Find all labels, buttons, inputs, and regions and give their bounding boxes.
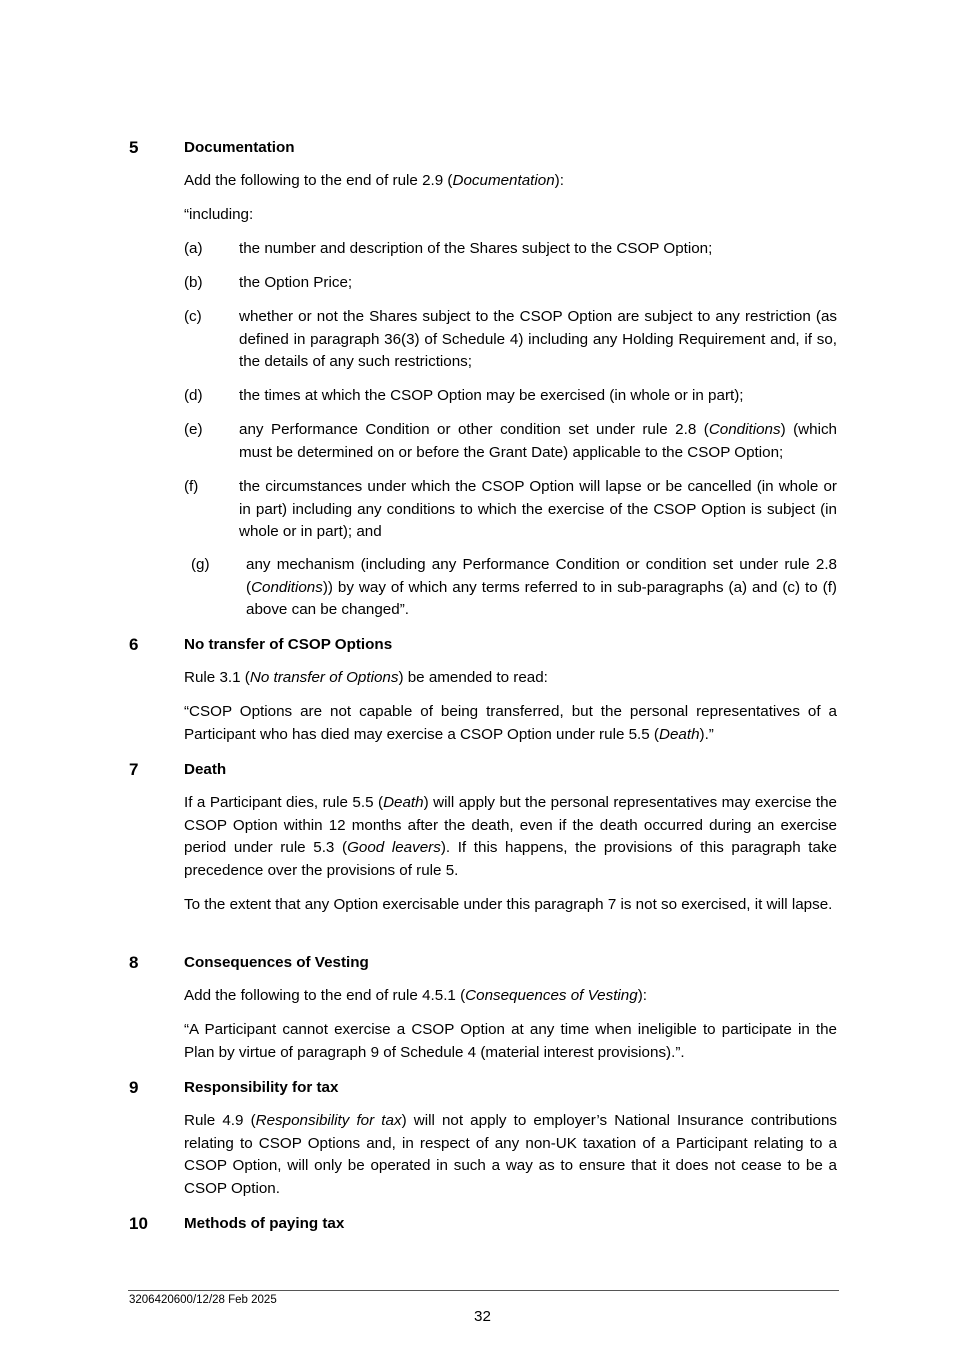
- section-number: 8: [129, 953, 139, 972]
- footer-divider: [128, 1290, 839, 1291]
- list-label: (e): [184, 421, 203, 438]
- paragraph: “A Participant cannot exercise a CSOP Option at any time when ineligible to participate in the Plan by virtue of paragraph 9 of Schedule 4 (material interest provisions).”.: [184, 1021, 837, 1061]
- text: “CSOP Options are not capable of being transferred, but the personal representatives of a Participant who has died may exercise a CSOP Option under rule 5.5 (: [184, 703, 837, 743]
- text: )) by way of which any terms referred to in sub-paragraphs (a) and (c) to (f) above can be changed”.: [246, 578, 837, 618]
- list-label: (d): [184, 387, 203, 404]
- rule-reference: Responsibility for tax: [255, 1112, 402, 1129]
- text: Rule 3.1 (: [184, 669, 250, 686]
- list-label: (a): [184, 240, 203, 257]
- text: If a Participant dies, rule 5.5 (: [184, 794, 384, 811]
- document-reference: 3206420600/12/28 Feb 2025: [129, 1294, 277, 1306]
- rule-reference: Conditions: [251, 578, 323, 596]
- list-text: the number and description of the Shares subject to the CSOP Option;: [239, 240, 713, 257]
- section-number: 9: [129, 1078, 139, 1097]
- section-number: 6: [129, 635, 139, 654]
- text: Add the following to the end of rule 4.5.1 (: [184, 987, 466, 1004]
- text: ):: [637, 987, 647, 1004]
- rule-reference: Good leavers: [347, 839, 441, 856]
- list-text: the Option Price;: [239, 274, 353, 291]
- text: ). If this happens, the provisions of this paragraph take precedence over the provisions of rule 5.: [184, 839, 838, 879]
- section-number: 5: [129, 138, 139, 157]
- rule-reference: Conditions: [708, 421, 781, 438]
- page-number: 32: [474, 1308, 491, 1325]
- paragraph: [184, 792, 837, 882]
- list-text: the circumstances under which the CSOP Option will lapse or be cancelled (in whole or in part) including any conditions to which the exercise of the CSOP Option is subject (in whole or in part); and: [239, 478, 837, 540]
- paragraph: To the extent that any Option exercisable under this paragraph 7 is not so exercised, it will lapse.: [184, 896, 833, 913]
- rule-reference: Documentation: [452, 172, 555, 189]
- rule-reference: No transfer of Options: [249, 669, 399, 686]
- section-title: Consequences of Vesting: [184, 954, 369, 971]
- paragraph: [184, 170, 837, 193]
- section-title: Documentation: [184, 139, 295, 156]
- text: ):: [554, 172, 564, 189]
- section-title: No transfer of CSOP Options: [184, 636, 393, 653]
- section-title: Death: [184, 761, 227, 778]
- list-text: [246, 554, 837, 622]
- list-text: the times at which the CSOP Option may be exercised (in whole or in part);: [239, 387, 744, 404]
- list-label: (b): [184, 274, 203, 291]
- paragraph: [184, 701, 837, 746]
- rule-reference: Death: [659, 725, 700, 743]
- paragraph: [184, 667, 837, 690]
- section-number: 7: [129, 760, 139, 779]
- text: ) (which must be determined on or before the Grant Date) applicable to the CSOP Option;: [239, 421, 837, 461]
- text: ) will not apply to employer’s National Insurance contributions relating to CSOP Options and, in respect of any non-UK taxation of a Participant relating to a CSOP Option, will only be operated in such a way as to ensure that it does not cease to be a CSOP Option.: [184, 1112, 837, 1197]
- text: ).”: [699, 725, 714, 743]
- list-label: (g): [191, 556, 210, 573]
- list-label: (c): [184, 308, 202, 325]
- text: any mechanism (including any Performance Condition or condition set under rule 2.8 (: [246, 556, 837, 596]
- list-text: [239, 419, 837, 464]
- paragraph: [184, 1110, 837, 1200]
- text: Add the following to the end of rule 2.9 (: [184, 172, 453, 189]
- paragraph: “including:: [184, 206, 254, 223]
- section-title: Responsibility for tax: [184, 1079, 339, 1096]
- text: any Performance Condition or other condition set under rule 2.8 (: [239, 421, 709, 438]
- list-text: whether or not the Shares subject to the CSOP Option are subject to any restriction (as defined in paragraph 36(3) of Schedule 4) including any Holding Requirement and, if so, the details of any such restrictions;: [239, 308, 837, 370]
- text: ) will apply but the personal representatives may exercise the CSOP Option within 12 months after the death, even if the death occurred during an exercise period under rule 5.3 (: [184, 794, 837, 856]
- section-title: Methods of paying tax: [184, 1215, 345, 1232]
- list-label: (f): [184, 478, 199, 495]
- paragraph: [184, 985, 837, 1008]
- text: ) be amended to read:: [398, 669, 548, 686]
- section-number: 10: [129, 1214, 148, 1233]
- rule-reference: Death: [383, 794, 424, 811]
- rule-reference: Consequences of Vesting: [465, 987, 638, 1004]
- text: Rule 4.9 (: [184, 1112, 256, 1129]
